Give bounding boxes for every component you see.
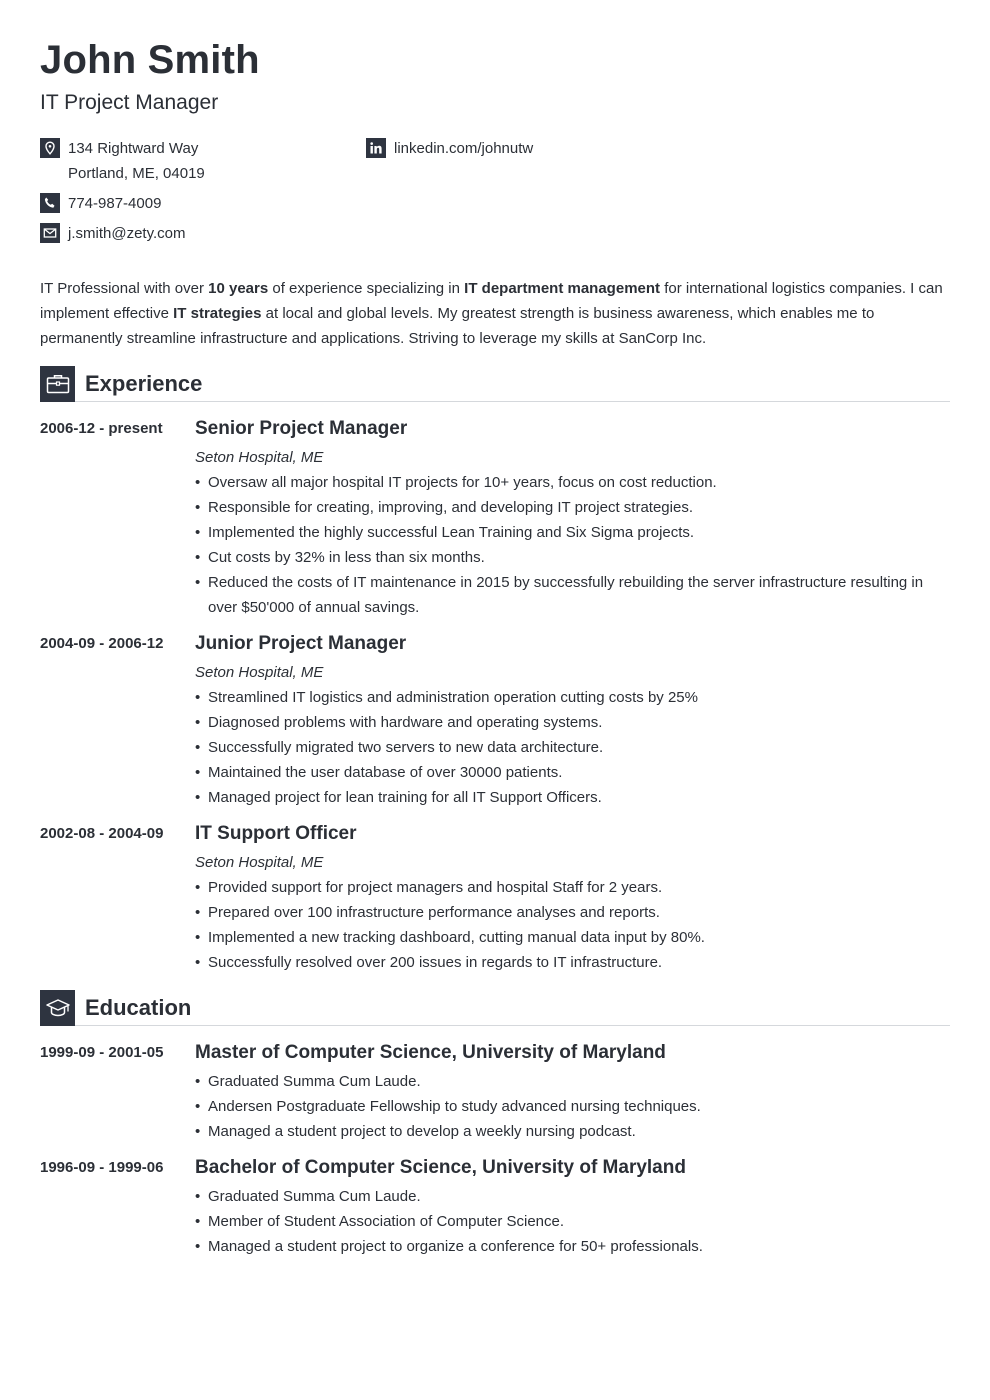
entry-bullets — [195, 875, 950, 975]
entry-date: 1999-09 - 2001-05 — [40, 1044, 164, 1061]
summary-highlight: IT department management — [464, 280, 661, 297]
entry-date: 2004-09 - 2006-12 — [40, 635, 164, 652]
experience-section-header — [40, 366, 950, 402]
address-line-1: 134 Rightward Way — [68, 140, 199, 157]
bullet-item: • Member of Student Association of Computer Science. — [195, 1209, 950, 1234]
summary-highlight: IT strategies — [173, 305, 262, 322]
bullet-item: • Graduated Summa Cum Laude. — [195, 1069, 950, 1094]
bullet-item: • Maintained the user database of over 30000 patients. — [195, 760, 950, 785]
entry-title: Junior Project Manager — [195, 633, 407, 654]
entry-title: IT Support Officer — [195, 823, 357, 844]
summary-text: at local and global levels. My greatest strength is business awareness, which enables me to permanently streamline infrastructure and applications. Striving to leverage my skills at SanCorp Inc. — [40, 305, 875, 347]
phone — [40, 191, 161, 216]
bullet-item: • Oversaw all major hospital IT projects for 10+ years, focus on cost reduction. — [195, 470, 950, 495]
linkedin — [366, 136, 533, 161]
bullet-item: • Diagnosed problems with hardware and operating systems. — [195, 710, 950, 735]
entry-bullets — [195, 1184, 950, 1259]
bullet-item: • Andersen Postgraduate Fellowship to study advanced nursing techniques. — [195, 1094, 950, 1119]
entry-company: Seton Hospital, ME — [195, 854, 324, 871]
bullet-item: • Successfully resolved over 200 issues in regards to IT infrastructure. — [195, 950, 950, 975]
entry-date: 2002-08 - 2004-09 — [40, 825, 164, 842]
job-title: IT Project Manager — [40, 91, 219, 114]
phone-number: 774-987-4009 — [68, 195, 162, 212]
entry-title: Senior Project Manager — [195, 418, 408, 439]
briefcase-icon — [40, 366, 75, 402]
summary-highlight: 10 years — [208, 280, 269, 297]
experience-heading: Experience — [85, 371, 203, 396]
entry-date: 2006-12 - present — [40, 420, 163, 437]
entry-bullets — [195, 1069, 950, 1144]
professional-summary — [40, 276, 950, 351]
bullet-item: • Successfully migrated two servers to new data architecture. — [195, 735, 950, 760]
bullet-item: • Responsible for creating, improving, and developing IT project strategies. — [195, 495, 950, 520]
bullet-item: • Managed a student project to develop a weekly nursing podcast. — [195, 1119, 950, 1144]
linkedin-url[interactable]: linkedin.com/johnutw — [394, 140, 534, 157]
bullet-item: • Provided support for project managers and hospital Staff for 2 years. — [195, 875, 950, 900]
email — [40, 221, 185, 246]
summary-text: for international logistics companies. I can implement effective — [40, 280, 943, 322]
entry-bullets — [195, 685, 950, 810]
location-icon — [40, 138, 60, 158]
bullet-item: • Managed a student project to organize a conference for 50+ professionals. — [195, 1234, 950, 1259]
bullet-item: • Implemented a new tracking dashboard, cutting manual data input by 80%. — [195, 925, 950, 950]
resume-page — [40, 0, 950, 1400]
graduation-cap-icon — [40, 990, 75, 1026]
entry-title: Master of Computer Science, University of Maryland — [195, 1042, 666, 1063]
entry-company: Seton Hospital, ME — [195, 449, 324, 466]
bullet-item: • Graduated Summa Cum Laude. — [195, 1184, 950, 1209]
linkedin-icon — [366, 138, 386, 158]
entry-date: 1996-09 - 1999-06 — [40, 1159, 164, 1176]
address-line-2: Portland, ME, 04019 — [68, 165, 205, 182]
candidate-name: John Smith — [40, 38, 260, 82]
entry-title: Bachelor of Computer Science, University of Maryland — [195, 1157, 686, 1178]
email-icon — [40, 223, 60, 243]
entry-company: Seton Hospital, ME — [195, 664, 324, 681]
bullet-item: • Prepared over 100 infrastructure performance analyses and reports. — [195, 900, 950, 925]
bullet-item: • Reduced the costs of IT maintenance in 2015 by successfully rebuilding the server infrastructure resulting in over $50'000 of annual savings. — [195, 570, 950, 620]
education-section-header — [40, 990, 950, 1026]
bullet-item: • Cut costs by 32% in less than six months. — [195, 545, 950, 570]
entry-bullets — [195, 470, 950, 620]
summary-text: IT Professional with over — [40, 280, 209, 297]
email-address[interactable]: j.smith@zety.com — [68, 225, 186, 242]
address — [40, 136, 205, 186]
bullet-item: • Managed project for lean training for all IT Support Officers. — [195, 785, 950, 810]
education-heading: Education — [85, 995, 192, 1020]
summary-text: of experience specializing in — [268, 280, 465, 297]
bullet-item: • Implemented the highly successful Lean Training and Six Sigma projects. — [195, 520, 950, 545]
phone-icon — [40, 193, 60, 213]
bullet-item: • Streamlined IT logistics and administration operation cutting costs by 25% — [195, 685, 950, 710]
